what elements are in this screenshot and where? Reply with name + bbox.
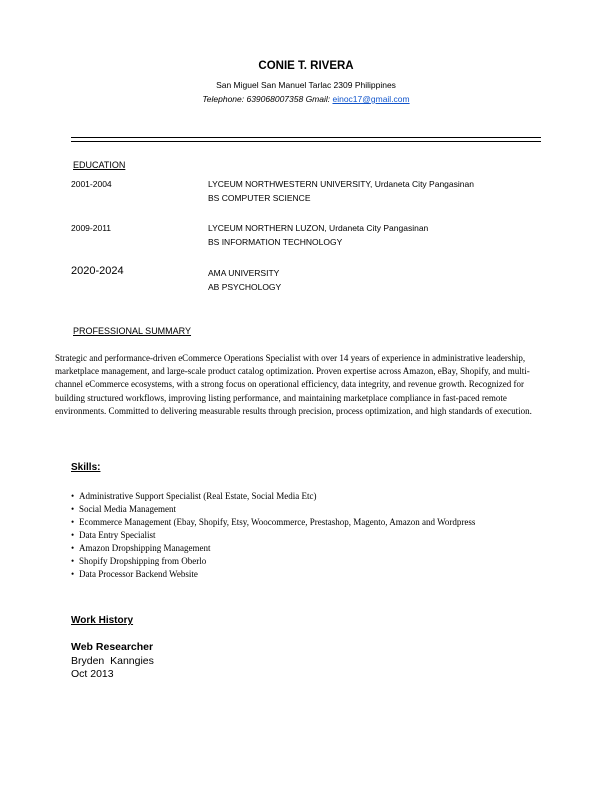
education-years: 2020-2024: [71, 265, 124, 277]
job-title: Web Researcher: [71, 641, 154, 653]
skill-item: • Ecommerce Management (Ebay, Shopify, Etsy, Woocommerce, Prestashop, Magento, Amazon and Wordpress: [71, 516, 551, 529]
skills-list: [71, 490, 551, 581]
address: San Miguel San Manuel Tarlac 2309 Philippines: [216, 80, 396, 90]
skill-item: • Data Entry Specialist: [71, 529, 551, 542]
summary-text: Strategic and performance-driven eCommerce Operations Specialist with over 14 years of experience in administrative leadership, marketplace management, and large-scale product catalog optimization. Proven expertise across Amazon, eBay, Shopify, and multi-channel eCommerce ecosystems, with a strong focus on operational efficiency, data integrity, and revenue growth. Recognized for building structured workflows, improving listing performance, and maintaining marketplace compliance in fast-paced remote environments. Committed to delivering measurable results through precision, process optimization, and high standards of execution.: [55, 353, 532, 416]
contact-line: [0, 94, 612, 104]
education-degree: AB PSYCHOLOGY: [208, 282, 282, 292]
skill-item: • Social Media Management: [71, 503, 551, 516]
header-divider-thick: [71, 141, 541, 142]
education-school: AMA UNIVERSITY: [208, 268, 280, 278]
skill-item: • Amazon Dropshipping Management: [71, 542, 551, 555]
education-school: LYCEUM NORTHERN LUZON, Urdaneta City Pangasinan: [208, 223, 429, 233]
skill-item: • Administrative Support Specialist (Real Estate, Social Media Etc): [71, 490, 551, 503]
summary-heading: PROFESSIONAL SUMMARY: [73, 326, 192, 336]
education-years: 2001-2004: [71, 179, 112, 189]
work-history-heading: Work History: [71, 615, 134, 626]
education-degree: BS INFORMATION TECHNOLOGY: [208, 237, 343, 247]
education-heading: EDUCATION: [73, 160, 126, 170]
education-years: 2009-2011: [71, 223, 112, 233]
contact-prefix: Telephone: 639068007358 Gmail:: [202, 94, 333, 104]
skill-item: • Data Processor Backend Website: [71, 568, 551, 581]
job-company: Bryden Kanngies: [71, 655, 154, 667]
header-divider-thin: [71, 137, 541, 138]
skills-heading: Skills:: [71, 462, 101, 473]
candidate-name: CONIE T. RIVERA: [258, 60, 354, 72]
job-date: Oct 2013: [71, 668, 114, 680]
education-degree: BS COMPUTER SCIENCE: [208, 193, 311, 203]
education-school: LYCEUM NORTHWESTERN UNIVERSITY, Urdaneta City Pangasinan: [208, 179, 474, 189]
skill-item: • Shopify Dropshipping from Oberlo: [71, 555, 551, 568]
email-link[interactable]: einoc17@gmail.com: [332, 94, 410, 104]
